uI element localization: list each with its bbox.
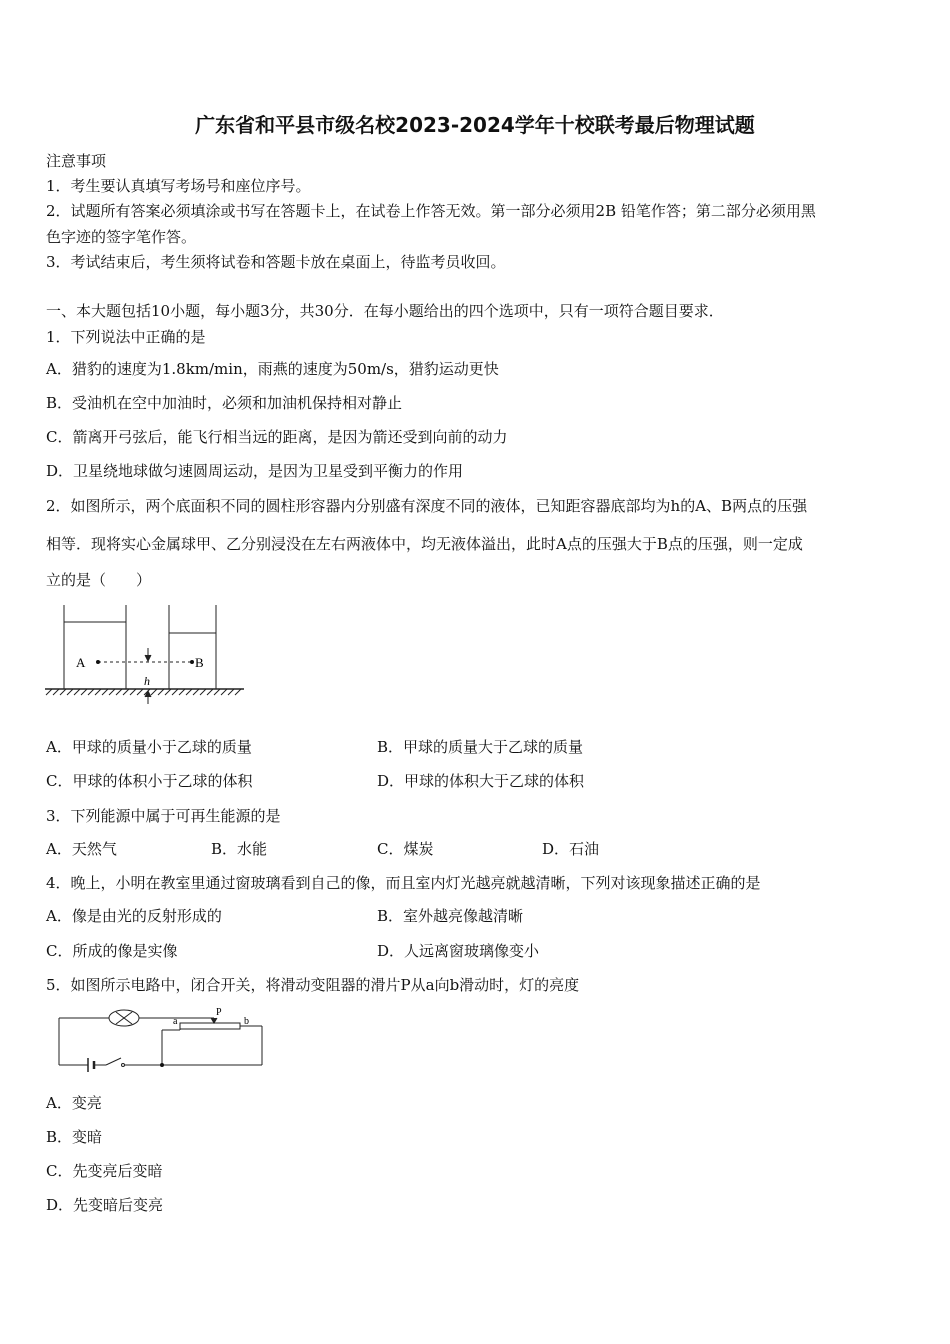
question-3-stem: 3．下列能源中属于可再生能源的是: [46, 807, 281, 825]
q2-option-a: A．甲球的质量小于乙球的质量: [46, 738, 252, 756]
question-1-stem: 1．下列说法中正确的是: [46, 328, 206, 346]
containers-diagram: [42, 600, 252, 710]
terminal-b-label: b: [244, 1016, 249, 1027]
page-title: 广东省和平县市级名校2023-2024学年十校联考最后物理试题: [195, 113, 755, 137]
slider-p-label: P: [216, 1007, 222, 1018]
point-a-dot: [96, 660, 100, 664]
q4-option-b: B．室外越亮像越清晰: [377, 907, 524, 925]
q1-option-a: A．猎豹的速度为1.8km/min，雨燕的速度为50m/s，猎豹运动更快: [46, 360, 499, 378]
notice-item: 3．考试结束后，考生须将试卷和答题卡放在桌面上，待监考员收回。: [46, 253, 506, 271]
q1-option-c: C．箭离开弓弦后，能飞行相当远的距离，是因为箭还受到向前的动力: [46, 428, 508, 446]
q3-option-b: B．水能: [211, 840, 268, 858]
question-2-stem: 2．如图所示，两个底面积不同的圆柱形容器内分别盛有深度不同的液体，已知距容器底部均为h的A、B两点的压强: [46, 497, 808, 515]
lamp-icon: [109, 1010, 139, 1026]
point-b-label: B: [195, 655, 204, 670]
q2-option-c: C．甲球的体积小于乙球的体积: [46, 772, 253, 790]
terminal-a-label: a: [173, 1016, 178, 1027]
question-5-stem: 5．如图所示电路中，闭合开关，将滑动变阻器的滑片P从a向b滑动时，灯的亮度: [46, 976, 580, 994]
q2-option-d: D．甲球的体积大于乙球的体积: [377, 772, 585, 790]
notice-item: 色字迹的签字笔作答。: [46, 228, 197, 246]
question-4-stem: 4．晚上，小明在教室里通过窗玻璃看到自己的像，而且室内灯光越亮就越清晰，下列对该现象描述正确的是: [46, 874, 761, 892]
point-b-dot: [190, 660, 194, 664]
section-heading: 一、本大题包括10小题，每小题3分，共30分．在每小题给出的四个选项中，只有一项符合题目要求．: [46, 302, 724, 320]
circuit-diagram: [54, 1006, 269, 1076]
q5-option-b: B．变暗: [46, 1128, 103, 1146]
q4-option-a: A．像是由光的反射形成的: [46, 907, 222, 925]
point-a-label: A: [76, 655, 86, 670]
notice-item: 1．考生要认真填写考场号和座位序号。: [46, 177, 311, 195]
q2-option-b: B．甲球的质量大于乙球的质量: [377, 738, 584, 756]
notice-item: 2．试题所有答案必须填涂或书写在答题卡上，在试卷上作答无效。第一部分必须用2B 铅笔作答；第二部分必须用黑: [46, 202, 816, 220]
height-label: h: [144, 674, 150, 688]
notice-heading: 注意事项: [46, 152, 107, 170]
question-2-stem: 立的是（ ）: [46, 571, 152, 589]
q3-option-c: C．煤炭: [377, 840, 434, 858]
q4-option-d: D．人远离窗玻璃像变小: [377, 942, 540, 960]
q4-option-c: C．所成的像是实像: [46, 942, 178, 960]
q1-option-d: D．卫星绕地球做匀速圆周运动，是因为卫星受到平衡力的作用: [46, 462, 464, 480]
q5-option-a: A．变亮: [46, 1094, 102, 1112]
question-2-stem: 相等．现将实心金属球甲、乙分别浸没在左右两液体中，均无液体溢出，此时A点的压强大于B点的压强，则一定成: [46, 535, 803, 553]
q5-option-d: D．先变暗后变亮: [46, 1196, 164, 1214]
q3-option-a: A．天然气: [46, 840, 117, 858]
q3-option-d: D．石油: [542, 840, 600, 858]
q5-option-c: C．先变亮后变暗: [46, 1162, 163, 1180]
q1-option-b: B．受油机在空中加油时，必须和加油机保持相对静止: [46, 394, 403, 412]
